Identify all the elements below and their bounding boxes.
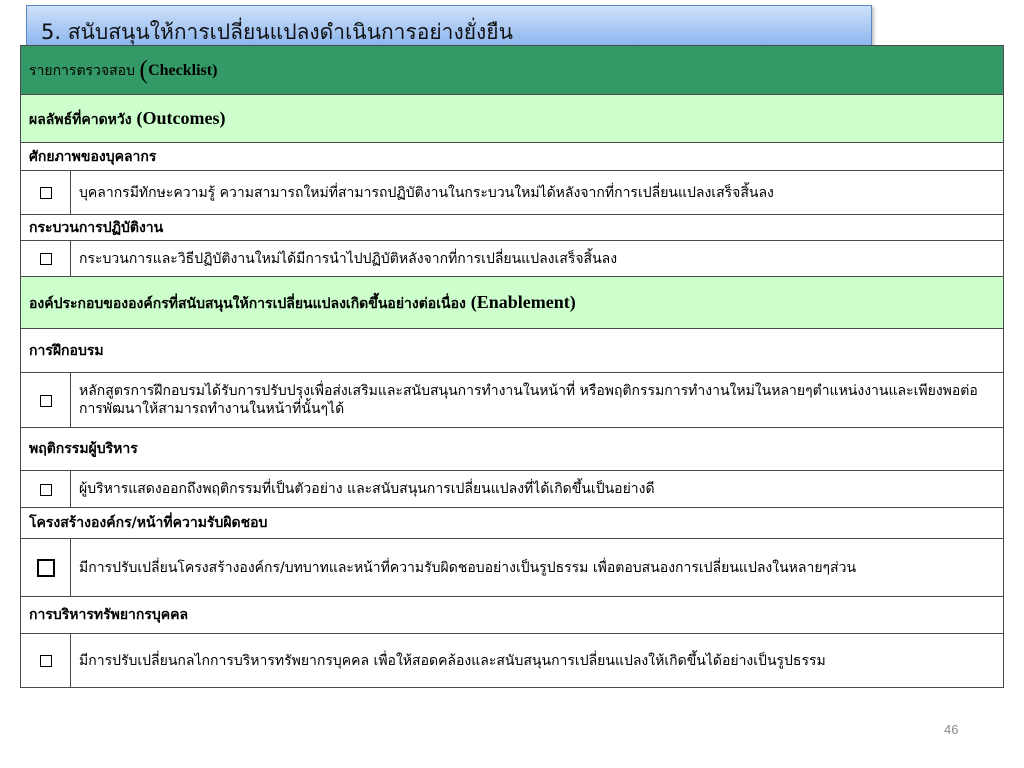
slide-title-box xyxy=(26,5,872,46)
checklist-item-row xyxy=(21,373,1004,428)
category-label: การบริหารทรัพยากรบุคคล xyxy=(21,597,1004,634)
category-label: โครงสร้างองค์กร/หน้าที่ความรับผิดชอบ xyxy=(21,508,1004,539)
category-row xyxy=(21,143,1004,171)
checklist-item-text: มีการปรับเปลี่ยนโครงสร้างองค์กร/บทบาทและหน้าที่ความรับผิดชอบอย่างเป็นรูปธรรม เพื่อตอบสนองการเปลี่ยนแปลงในหลายๆส่วน xyxy=(71,539,1004,597)
checklist-item-text: มีการปรับเปลี่ยนกลไกการบริหารทรัพยากรบุคคล เพื่อให้สอดคล้องและสนับสนุนการเปลี่ยนแปลงให้เกิดขึ้นได้อย่างเป็นรูปธรรม xyxy=(71,634,1004,688)
category-label: ศักยภาพของบุคลากร xyxy=(21,143,1004,171)
category-row xyxy=(21,428,1004,471)
enablement-section-row xyxy=(21,277,1004,329)
checklist-header xyxy=(21,46,1004,95)
checkbox-cell xyxy=(21,634,71,688)
enablement-section-heading xyxy=(21,277,1004,329)
checkbox-cell xyxy=(21,171,71,215)
category-label: พฤติกรรมผู้บริหาร xyxy=(21,428,1004,471)
outcomes-heading-latin: (Outcomes) xyxy=(136,107,226,128)
category-label: กระบวนการปฏิบัติงาน xyxy=(21,215,1004,241)
checkbox-cell xyxy=(21,539,71,597)
checkbox[interactable] xyxy=(40,395,52,407)
checkbox-cell xyxy=(21,471,71,508)
category-row xyxy=(21,508,1004,539)
checkbox[interactable] xyxy=(40,253,52,265)
checklist-header-latin: Checklist) xyxy=(148,61,218,79)
category-label: การฝึกอบรม xyxy=(21,329,1004,373)
enablement-heading-latin: (Enablement) xyxy=(470,291,576,312)
checklist-item-row xyxy=(21,171,1004,215)
checklist-item-text: หลักสูตรการฝึกอบรมได้รับการปรับปรุงเพื่อส่งเสริมและสนับสนุนการทำงานในหน้าที่ หรือพฤติกรรมการทำงานใหม่ในหลายๆตำแหน่งงานและเพียงพอต่อการพัฒนาให้สามารถทำงานในหน้าที่นั้นๆได้ xyxy=(71,373,1004,428)
checkbox[interactable] xyxy=(40,187,52,199)
checkbox-cell xyxy=(21,241,71,277)
enablement-heading-thai: องค์ประกอบขององค์กรที่สนับสนุนให้การเปลี่ยนแปลงเกิดขึ้นอย่างต่อเนื่อง xyxy=(29,295,471,312)
checkbox-cell xyxy=(21,373,71,428)
checklist-header-paren: ( xyxy=(139,54,149,84)
page-number: 46 xyxy=(944,722,959,737)
outcomes-section-row xyxy=(21,95,1004,143)
checklist-item-text: ผู้บริหารแสดงออกถึงพฤติกรรมที่เป็นตัวอย่าง และสนับสนุนการเปลี่ยนแปลงที่ได้เกิดขึ้นเป็นอย่างดี xyxy=(71,471,1004,508)
checklist-table xyxy=(20,45,1004,688)
checkbox[interactable] xyxy=(40,655,52,667)
outcomes-section-heading xyxy=(21,95,1004,143)
checklist-item-text: กระบวนการและวิธีปฏิบัติงานใหม่ได้มีการนำไปปฏิบัติหลังจากที่การเปลี่ยนแปลงเสร็จสิ้นลง xyxy=(71,241,1004,277)
checklist-header-row xyxy=(21,46,1004,95)
checklist-item-row xyxy=(21,471,1004,508)
checklist-item-row xyxy=(21,241,1004,277)
category-row xyxy=(21,215,1004,241)
checklist-item-text: บุคลากรมีทักษะความรู้ ความสามารถใหม่ที่สามารถปฏิบัติงานในกระบวนใหม่ได้หลังจากที่การเปลี่ยนแปลงเสร็จสิ้นลง xyxy=(71,171,1004,215)
category-row xyxy=(21,597,1004,634)
slide-title: 5. สนับสนุนให้การเปลี่ยนแปลงดำเนินการอย่างยั่งยืน xyxy=(41,20,513,44)
checkbox[interactable] xyxy=(40,484,52,496)
checklist-item-row xyxy=(21,539,1004,597)
checklist-item-row xyxy=(21,634,1004,688)
outcomes-heading-thai: ผลลัพธ์ที่คาดหวัง xyxy=(29,111,137,128)
checkbox[interactable] xyxy=(37,559,55,577)
category-row xyxy=(21,329,1004,373)
checklist-header-thai: รายการตรวจสอบ xyxy=(29,62,140,79)
